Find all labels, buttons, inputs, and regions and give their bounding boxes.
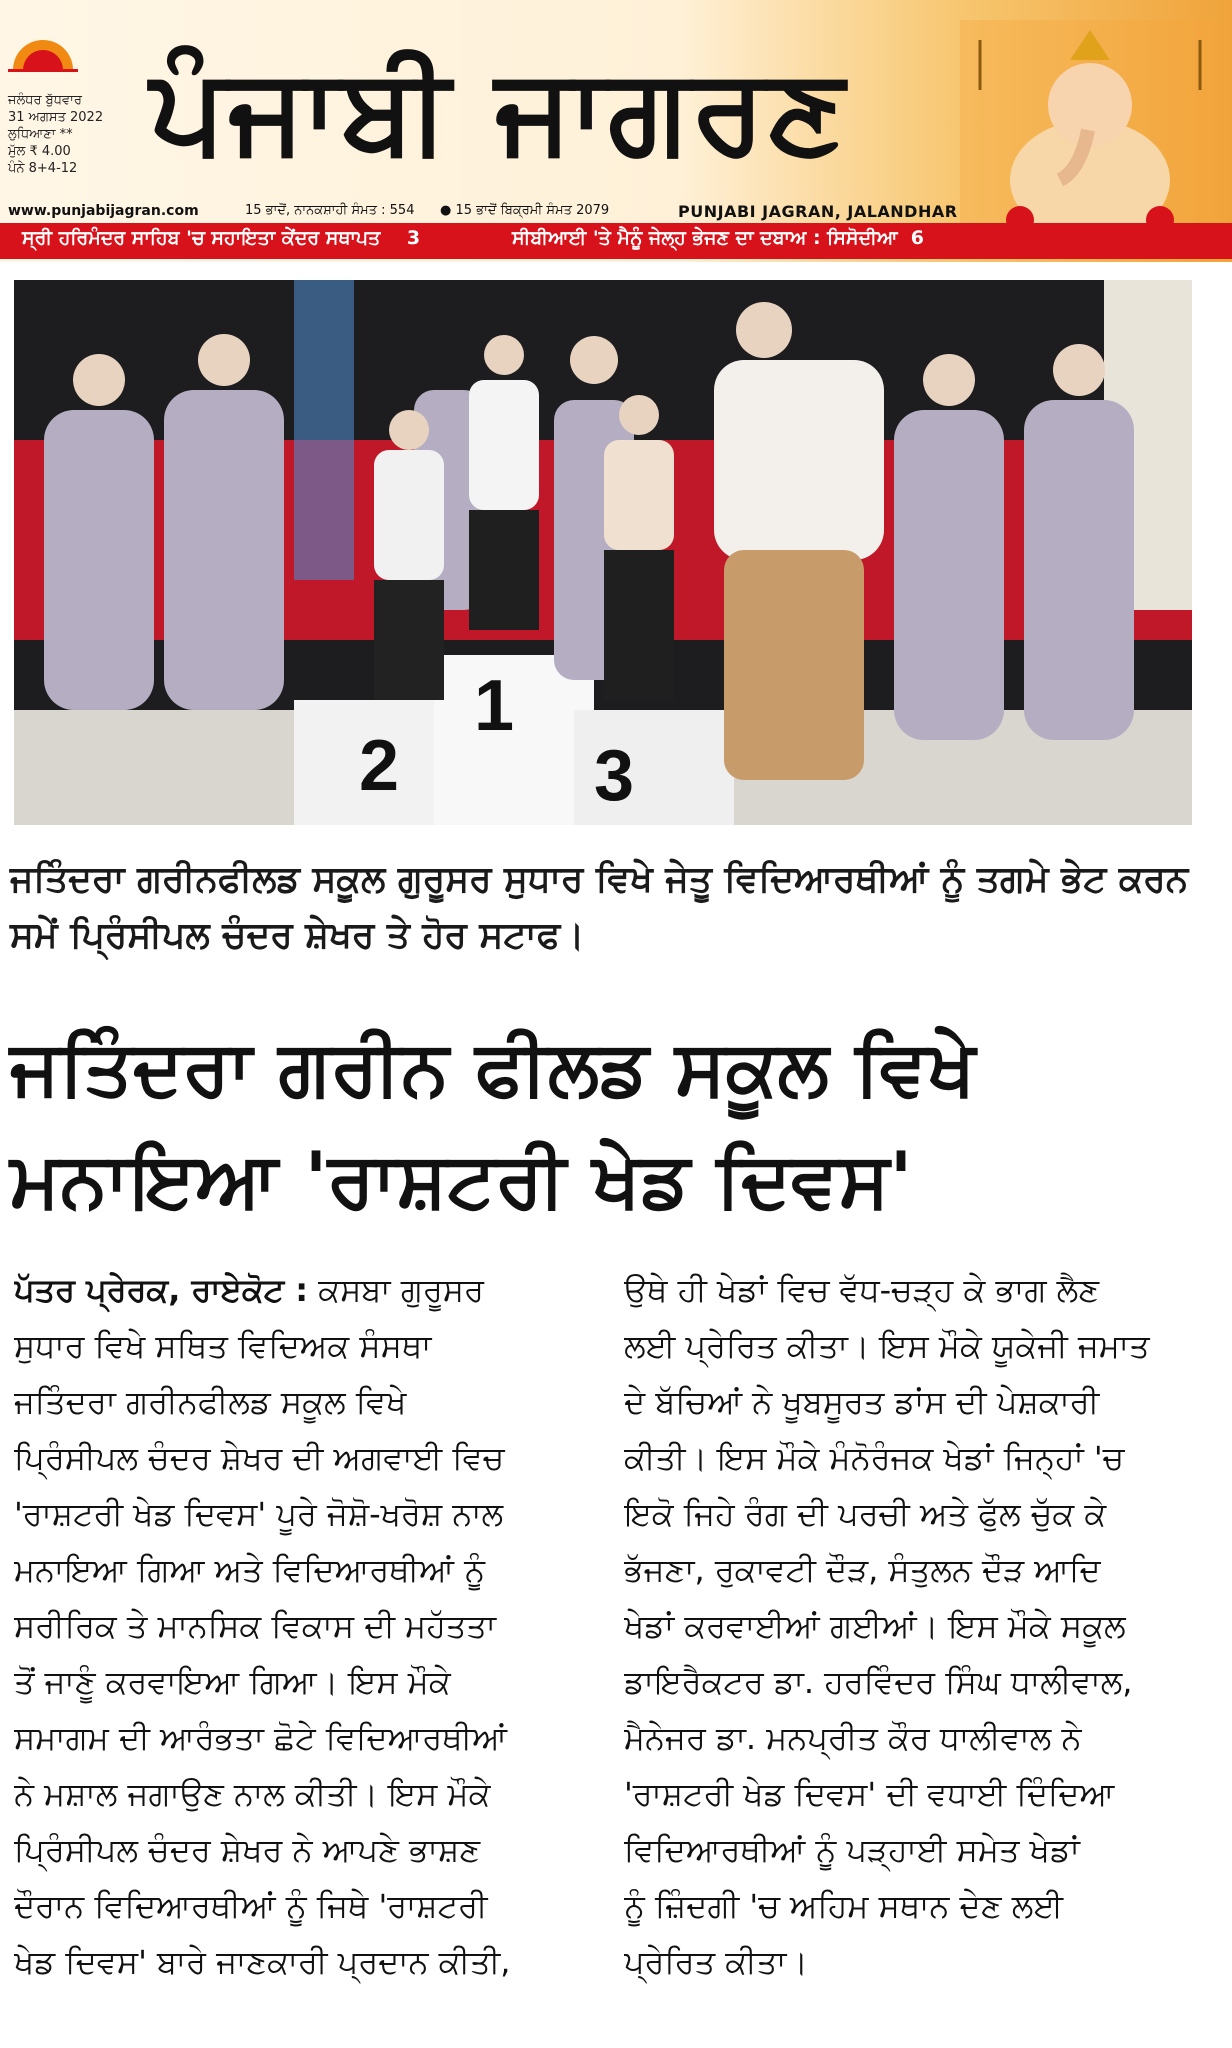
article-line: ਨੂੰ ਜ਼ਿੰਦਗੀ 'ਚ ਅਹਿਮ ਸਥਾਨ ਦੇਣ ਲਈ <box>624 1887 1064 1925</box>
podium-number-1: 1 <box>474 666 515 746</box>
masthead <box>0 0 1232 262</box>
article-line: ਪ੍ਰਿੰਸੀਪਲ ਚੰਦਰ ਸ਼ੇਖਰ ਦੀ ਅਗਵਾਈ ਵਿਚ <box>14 1439 505 1477</box>
ticker-right-page: 6 <box>910 227 925 249</box>
article-line: ਦੇ ਬੱਚਿਆਂ ਨੇ ਖੂਬਸੂਰਤ ਡਾਂਸ ਦੀ ਪੇਸ਼ਕਾਰੀ <box>624 1383 1100 1421</box>
article-line: ਡਾਇਰੈਕਟਰ ਡਾ. ਹਰਵਿੰਦਰ ਸਿੰਘ ਧਾਲੀਵਾਲ, <box>624 1663 1133 1701</box>
article-headline <box>10 1012 1220 1236</box>
article-line: ਮਨਾਇਆ ਗਿਆ ਅਤੇ ਵਿਦਿਆਰਥੀਆਂ ਨੂੰ <box>14 1551 486 1589</box>
article-line: ਕੀਤੀ। ਇਸ ਮੌਕੇ ਮੰਨੋਰੰਜਕ ਖੇਡਾਂ ਜਿਨ੍ਹਾਂ 'ਚ <box>624 1439 1125 1477</box>
edition-location: ਲੁਧਿਆਣਾ ** <box>8 127 73 142</box>
edition-date: 31 ਅਗਸਤ 2022 <box>8 110 104 125</box>
podium-number-2: 2 <box>359 726 400 806</box>
article-line: ਪ੍ਰੇਰਿਤ ਕੀਤਾ। <box>624 1943 808 1981</box>
news-photo <box>14 280 1192 825</box>
edition-city: ਜਲੰਧਰ ਬੁੱਧਵਾਰ <box>8 93 82 108</box>
article-line: ਭੱਜਣਾ, ਰੁਕਾਵਟੀ ਦੌੜ, ਸੰਤੁਲਨ ਦੌੜ ਆਦਿ <box>624 1551 1101 1589</box>
podium-number-3: 3 <box>594 736 635 816</box>
photo-caption: ਜਤਿੰਦਰਾ ਗਰੀਨਫੀਲਡ ਸਕੂਲ ਗੁਰੂਸਰ ਸੁਧਾਰ ਵਿਖੇ ਜੇਤੂ ਵਿਦਿਆਰਥੀਆਂ ਨੂੰ ਤਗਮੇ ਭੇਟ ਕਰਨ ਸਮੇਂ ਪ੍ਰਿੰਸੀਪਲ ਚੰਦਰ ਸ਼ੇਖਰ ਤੇ ਹੋਰ ਸਟਾਫ। <box>10 859 1189 956</box>
article-line: ਦੌਰਾਨ ਵਿਦਿਆਰਥੀਆਂ ਨੂੰ ਜਿਥੇ 'ਰਾਸ਼ਟਰੀ <box>14 1887 488 1925</box>
edition-info <box>8 92 103 177</box>
publisher-name: PUNJABI JAGRAN, JALANDHAR <box>678 202 958 221</box>
edition-pages: ਪੰਨੇ 8+4-12 <box>8 161 78 176</box>
article-column-1 <box>14 1262 614 1990</box>
article-line: 'ਰਾਸ਼ਟਰੀ ਖੇਡ ਦਿਵਸ' ਪੂਰੇ ਜੋਸ਼ੋ-ਖਰੋਸ਼ ਨਾਲ <box>14 1495 504 1533</box>
article-line: ਖੇਡ ਦਿਵਸ' ਬਾਰੇ ਜਾਣਕਾਰੀ ਪ੍ਰਦਾਨ ਕੀਤੀ, <box>14 1943 511 1981</box>
ganesha-illustration-icon <box>960 20 1220 250</box>
article-text: ਕਸਬਾ ਗੁਰੂਸਰ <box>318 1271 484 1309</box>
ticker-right-text: ਸੀਬੀਆਈ 'ਤੇ ਮੈਨੂੰ ਜੇਲ੍ਹ ਭੇਜਣ ਦਾ ਦਬਾਅ : ਸਿਸੋਦੀਆ <box>512 227 898 249</box>
article-line <box>14 1262 614 1318</box>
bikrami-date-text: 15 ਭਾਦੋਂ ਬਿਕ੍ਰਮੀ ਸੰਮਤ 2079 <box>455 203 610 218</box>
article-line: ਖੇਡਾਂ ਕਰਵਾਈਆਂ ਗਈਆਂ। ਇਸ ਮੌਕੇ ਸਕੂਲ <box>624 1607 1126 1645</box>
article-line: ਨੇ ਮਸ਼ਾਲ ਜਗਾਉਣ ਨਾਲ ਕੀਤੀ। ਇਸ ਮੌਕੇ <box>14 1775 491 1813</box>
article-line: ਤੋਂ ਜਾਣੂੰ ਕਰਵਾਇਆ ਗਿਆ। ਇਸ ਮੌਕੇ <box>14 1663 451 1701</box>
article-column-2 <box>624 1262 1194 1990</box>
photo-illustration <box>14 280 1192 825</box>
article-line: ਉਥੇ ਹੀ ਖੇਡਾਂ ਵਿਚ ਵੱਧ-ਚੜ੍ਹ ਕੇ ਭਾਗ ਲੈਣ <box>624 1271 1100 1309</box>
article-line: ਸਰੀਰਿਕ ਤੇ ਮਾਨਸਿਕ ਵਿਕਾਸ ਦੀ ਮਹੱਤਤਾ <box>14 1607 496 1645</box>
article-line: ਮੈਨੇਜਰ ਡਾ. ਮਨਪ੍ਰੀਤ ਕੌਰ ਧਾਲੀਵਾਲ ਨੇ <box>624 1719 1082 1757</box>
ticker-left-page: 3 <box>406 227 421 249</box>
bikrami-date: ● 15 ਭਾਦੋਂ ਬਿਕ੍ਰਮੀ ਸੰਮਤ 2079 <box>440 203 610 218</box>
headline-line-1: ਜਤਿੰਦਰਾ ਗਰੀਨ ਫੀਲਡ ਸਕੂਲ ਵਿਖੇ <box>10 1023 976 1112</box>
sun-logo-icon <box>8 36 78 72</box>
article-line: ਸਮਾਗਮ ਦੀ ਆਰੰਭਤਾ ਛੋਟੇ ਵਿਦਿਆਰਥੀਆਂ <box>14 1719 508 1757</box>
article-line: 'ਰਾਸ਼ਟਰੀ ਖੇਡ ਦਿਵਸ' ਦੀ ਵਧਾਈ ਦਿੰਦਿਆ <box>624 1775 1115 1813</box>
website-url: www.punjabijagran.com <box>8 203 199 219</box>
article-line: ਵਿਦਿਆਰਥੀਆਂ ਨੂੰ ਪੜ੍ਹਾਈ ਸਮੇਤ ਖੇਡਾਂ <box>624 1831 1080 1869</box>
headline-line-2: ਮਨਾਇਆ 'ਰਾਸ਼ਟਰੀ ਖੇਡ ਦਿਵਸ' <box>10 1135 913 1224</box>
headline-ticker <box>0 223 1232 259</box>
article-line: ਇਕੋ ਜਿਹੇ ਰੰਗ ਦੀ ਪਰਚੀ ਅਤੇ ਫੁੱਲ ਚੁੱਕ ਕੇ <box>624 1495 1107 1533</box>
edition-price: ਮੁੱਲ ₹ 4.00 <box>8 144 71 159</box>
newspaper-title: ਪੰਜਾਬੀ ਜਾਗਰਣ <box>150 41 847 179</box>
ticker-right[interactable] <box>512 227 924 249</box>
article-line: ਸੁਧਾਰ ਵਿਖੇ ਸਥਿਤ ਵਿਦਿਅਕ ਸੰਸਥਾ <box>14 1327 432 1365</box>
article-byline: ਪੱਤਰ ਪ੍ਰੇਰਕ, ਰਾਏਕੋਟ : <box>14 1271 309 1309</box>
nanakshahi-date: 15 ਭਾਦੋਂ, ਨਾਨਕਸ਼ਾਹੀ ਸੰਮਤ : 554 <box>245 203 415 218</box>
ticker-left-text: ਸ੍ਰੀ ਹਰਿਮੰਦਰ ਸਾਹਿਬ 'ਚ ਸਹਾਇਤਾ ਕੇਂਦਰ ਸਥਾਪਤ <box>22 227 381 249</box>
ticker-left[interactable] <box>22 227 420 249</box>
article-line: ਪ੍ਰਿੰਸੀਪਲ ਚੰਦਰ ਸ਼ੇਖਰ ਨੇ ਆਪਣੇ ਭਾਸ਼ਣ <box>14 1831 481 1869</box>
article-line: ਲਈ ਪ੍ਰੇਰਿਤ ਕੀਤਾ। ਇਸ ਮੌਕੇ ਯੂਕੇਜੀ ਜਮਾਤ <box>624 1327 1150 1365</box>
article-line: ਜਤਿੰਦਰਾ ਗਰੀਨਫੀਲਡ ਸਕੂਲ ਵਿਖੇ <box>14 1383 407 1421</box>
